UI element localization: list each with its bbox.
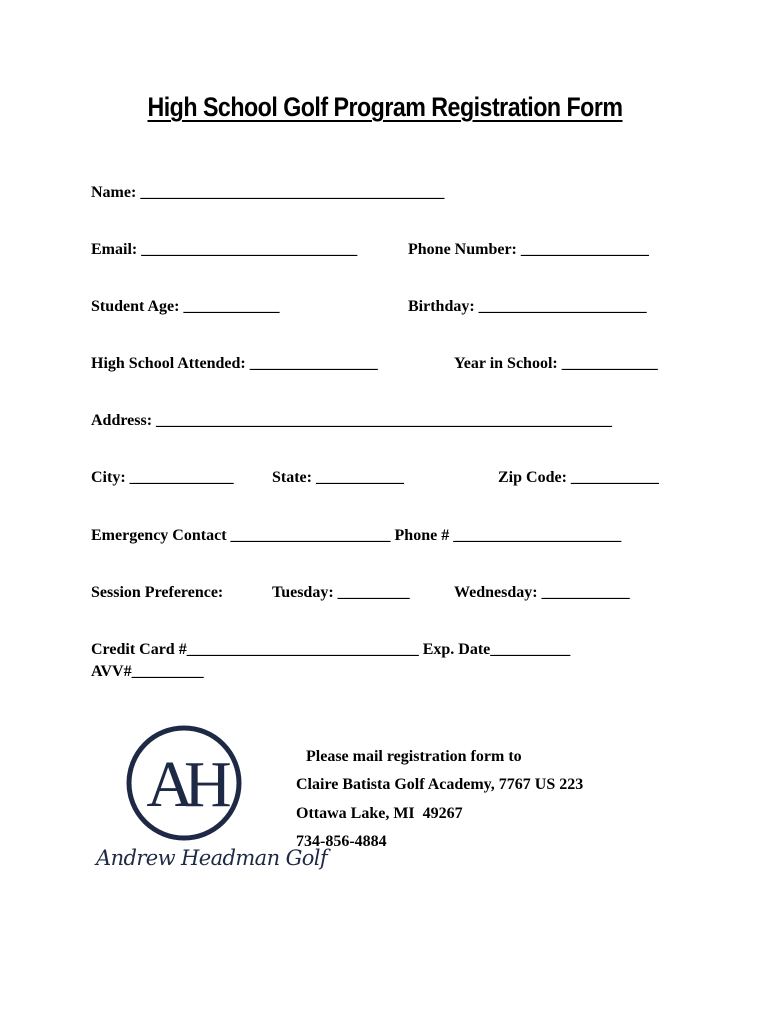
email-field[interactable]: Email: ___________________________ <box>91 241 358 258</box>
logo-monogram: AH <box>146 748 222 821</box>
credit-card-field[interactable]: Credit Card #_____________________________ Exp. Date__________ <box>91 641 571 658</box>
zip-code-field[interactable]: Zip Code: ___________ <box>498 469 659 486</box>
mail-phone: 734-856-4884 <box>296 833 387 850</box>
student-age-field[interactable]: Student Age: ____________ <box>91 298 280 315</box>
session-preference-label: Session Preference: <box>91 584 224 601</box>
high-school-field[interactable]: High School Attended: ________________ <box>91 355 378 372</box>
wednesday-field[interactable]: Wednesday: ___________ <box>454 584 630 601</box>
birthday-field[interactable]: Birthday: _____________________ <box>408 298 647 315</box>
state-field[interactable]: State: ___________ <box>272 469 404 486</box>
emergency-contact-field[interactable]: Emergency Contact ____________________ Phone # _____________________ <box>91 527 622 544</box>
andrew-headman-golf-logo <box>92 718 282 846</box>
phone-number-field[interactable]: Phone Number: ________________ <box>408 241 649 258</box>
address-field[interactable]: Address: _________________________________________________________ <box>91 412 613 429</box>
mail-instructions: Please mail registration form to <box>306 748 522 765</box>
logo-script-text: Andrew Headman Golf <box>96 846 328 870</box>
city-field[interactable]: City: _____________ <box>91 469 234 486</box>
name-field[interactable]: Name: ______________________________________ <box>91 184 445 201</box>
mail-address-line1: Claire Batista Golf Academy, 7767 US 223 <box>296 776 584 793</box>
form-title: High School Golf Program Registration Form <box>147 92 623 122</box>
year-in-school-field[interactable]: Year in School: ____________ <box>454 355 658 372</box>
mail-address-line2: Ottawa Lake, MI 49267 <box>296 805 463 822</box>
avv-field[interactable]: AVV#_________ <box>91 663 204 680</box>
tuesday-field[interactable]: Tuesday: _________ <box>272 584 410 601</box>
